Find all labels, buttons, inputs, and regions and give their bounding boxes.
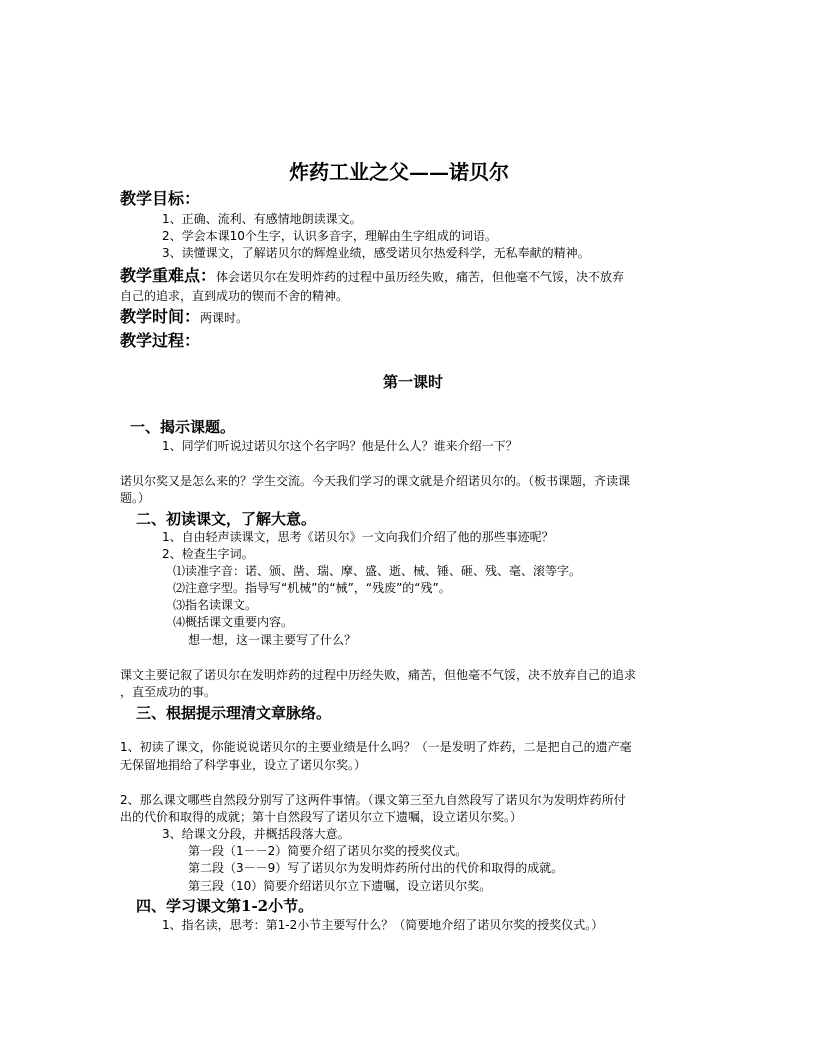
key-heading: 教学重难点： (120, 266, 217, 285)
sec2-sub-4: ⑷概括课文重要内容。 (173, 615, 294, 629)
goal-item-1: 1、正确、流利、有感情地朗读课文。 (162, 212, 362, 226)
sec1-para-line1: 诺贝尔奖又是怎么来的？学生交流。今天我们学习的课文就是介绍诺贝尔的。（板书课题，齐读课 (120, 474, 631, 488)
key-text-line1: 体会诺贝尔在发明炸药的过程中虽历经失败，痛苦，但他毫不气馁，决不放弃 (216, 270, 625, 284)
time-section (120, 307, 248, 328)
document-title: 炸药工业之父——诺贝尔 (289, 160, 509, 184)
lesson1-heading: 第一课时 (383, 373, 444, 391)
sec3-para2-line1: 2、那么课文哪些自然段分别写了这两件事情。（课文第三至九自然段写了诺贝尔为发明炸药所付 (120, 793, 626, 807)
key-text-line2: 自己的追求，直到成功的锲而不舍的精神。 (120, 289, 349, 303)
sec2-heading: 二、初读课文，了解大意。 (136, 510, 317, 528)
sec2-item-1: 1、自由轻声读课文，思考《诺贝尔》一文向我们介绍了他的那些事迹呢？ (162, 530, 554, 544)
sec2-summary-line2: ，直至成功的事。 (120, 685, 217, 699)
sec2-think: 想一想，这一课主要写了什么？ (188, 633, 357, 647)
sec2-summary-line1: 课文主要记叙了诺贝尔在发明炸药的过程中历经失败，痛苦，但他毫不气馁，决不放弃自己的追求 (120, 668, 637, 682)
sec3-segment-1: 第一段（1－－2）简要介绍了诺贝尔奖的授奖仪式。 (188, 844, 468, 858)
key-section (120, 266, 624, 287)
goal-heading: 教学目标： (120, 189, 201, 208)
sec3-para1-line2: 无保留地捐给了科学事业，设立了诺贝尔奖。） (120, 758, 367, 772)
sec2-sub-3: ⑶指名读课文。 (173, 598, 258, 612)
sec4-heading: 四、学习课文第1-2小节。 (136, 897, 314, 915)
sec2-sub-1: ⑴读准字音：诺、颁、凿、瑞、摩、盛、逝、械、锤、砸、残、毫、滚等字。 (173, 564, 582, 578)
sec3-para1-line1: 1、初读了课文，你能说说诺贝尔的主要业绩是什么吗？（一是发明了炸药，二是把自己的遗产毫 (120, 740, 632, 754)
sec1-heading: 一、揭示课题。 (130, 418, 236, 436)
sec1-question: 1、同学们听说过诺贝尔这个名字吗？他是什么人？谁来介绍一下？ (162, 439, 518, 453)
goal-item-3: 3、读懂课文，了解诺贝尔的辉煌业绩，感受诺贝尔热爱科学，无私奉献的精神。 (162, 246, 590, 260)
sec3-para2-line2: 出的代价和取得的成就；第十自然段写了诺贝尔立下遗嘱，设立诺贝尔奖。） (120, 810, 523, 824)
sec1-para-line2: 题。） (120, 491, 151, 505)
sec3-heading: 三、根据提示理清文章脉络。 (136, 704, 332, 722)
time-text: 两课时。 (200, 311, 249, 325)
sec3-item-3: 3、给课文分段，并概括段落大意。 (162, 827, 350, 841)
sec2-item-2: 2、检查生字词。 (162, 547, 254, 561)
goal-item-2: 2、学会本课10个生字，认识多音字，理解由生字组成的词语。 (162, 229, 497, 243)
time-heading: 教学时间： (120, 307, 201, 326)
sec2-sub-2: ⑵注意字型。指导写“机械”的“械”，“残废”的“残”。 (173, 581, 451, 595)
sec3-segment-2: 第二段（3－－9）写了诺贝尔为发明炸药所付出的代价和取得的成就。 (188, 861, 564, 875)
sec4-item-1: 1、指名读，思考：第1-2小节主要写什么？（简要地介绍了诺贝尔奖的授奖仪式。） (162, 918, 604, 932)
process-heading: 教学过程： (120, 331, 201, 350)
sec3-segment-3: 第三段（10）简要介绍诺贝尔立下遗嘱，设立诺贝尔奖。 (188, 879, 492, 893)
